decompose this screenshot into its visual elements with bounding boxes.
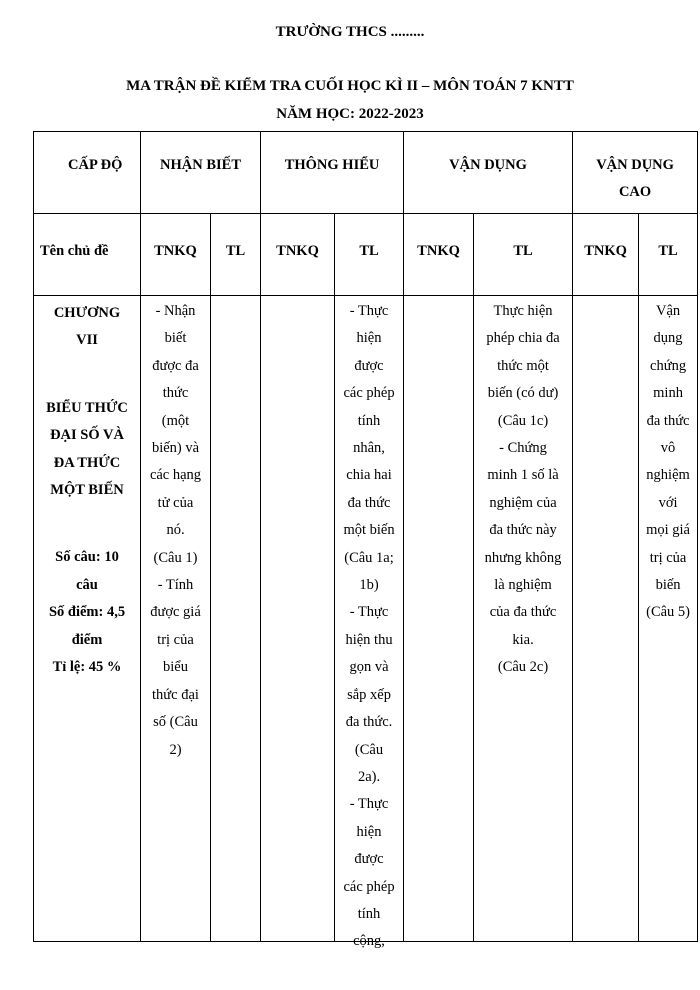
cell-line: gọn và xyxy=(349,659,389,676)
apply-high-tnkq-cell xyxy=(573,296,639,942)
cell-line: nghiệm của xyxy=(489,494,557,511)
cell-line: thức một xyxy=(497,357,549,374)
apply-high-tl-cell xyxy=(639,296,698,942)
cell-line: kia. xyxy=(512,631,534,648)
apply-tnkq-cell xyxy=(404,296,474,942)
cell-line: - Thực xyxy=(349,796,389,813)
apply-high-tnkq-header xyxy=(573,214,639,296)
cell-line: - Thực xyxy=(349,604,389,621)
cell-line: đa thức. xyxy=(345,714,393,731)
cell-line: (Câu 1a; xyxy=(344,549,394,566)
recognize-tnkq-cell xyxy=(141,296,211,942)
understand-tnkq-header xyxy=(261,214,335,296)
topic-label: Tên chủ đề xyxy=(40,243,109,259)
exam-matrix-table xyxy=(33,131,698,950)
recognize-tl-header xyxy=(211,214,261,296)
topic-line: ĐẠI SỐ VÀ xyxy=(50,427,124,444)
cell-line: các phép xyxy=(343,878,395,895)
cell-line: mọi giá xyxy=(646,522,690,539)
cell-line: được đa xyxy=(152,357,199,374)
understand-header xyxy=(261,132,404,214)
cell-line: là nghiệm xyxy=(494,577,552,594)
cell-line: với xyxy=(658,494,678,511)
cell-line: vô xyxy=(660,440,676,457)
cell-line: biến xyxy=(655,577,681,594)
cell-line: chứng xyxy=(650,357,687,374)
school-year: NĂM HỌC: 2022-2023 xyxy=(276,106,424,122)
question-count: câu xyxy=(76,576,98,593)
cell-line: Vận xyxy=(655,303,681,319)
sub-tnkq-label: TNKQ xyxy=(154,243,197,259)
cell-line: thức xyxy=(162,385,189,402)
chapter-line: CHƯƠNG xyxy=(53,305,121,321)
cell-line: tính xyxy=(357,905,381,922)
cell-line: cộng, xyxy=(353,933,385,950)
cell-line: hiện thu xyxy=(345,631,393,648)
understand-tl-cell xyxy=(335,296,404,950)
cell-line: - Nhận xyxy=(155,303,196,319)
cell-line: 2a). xyxy=(357,768,381,785)
cell-line: nhân, xyxy=(353,440,385,457)
cell-line: phép chia đa xyxy=(486,330,560,347)
cell-line: nó. xyxy=(166,522,185,539)
cell-line: thức đại xyxy=(152,686,199,703)
cell-line: 1b) xyxy=(359,577,379,594)
question-count: Số câu: 10 xyxy=(55,549,119,566)
apply-header xyxy=(404,132,573,214)
apply-high-tl-header xyxy=(639,214,698,296)
apply-high-header xyxy=(573,132,698,214)
sub-tl-label: TL xyxy=(225,243,246,259)
topic-line: ĐA THỨC xyxy=(53,454,121,471)
cell-line: một biến xyxy=(343,522,395,539)
cell-line: (Câu 1) xyxy=(153,549,198,566)
topic-header-cell xyxy=(34,214,141,296)
cell-line: được xyxy=(354,357,384,374)
cell-line: (Câu xyxy=(354,741,384,758)
chapter-line: VII xyxy=(76,332,98,349)
cell-line: nghiệm xyxy=(646,467,690,484)
cell-line: sắp xếp xyxy=(347,686,391,703)
recognize-label: NHẬN BIẾT xyxy=(160,157,241,173)
apply-tnkq-header xyxy=(404,214,474,296)
document-title: MA TRẬN ĐỀ KIỂM TRA CUỐI HỌC KÌ II – MÔN TOÁN 7 KNTT xyxy=(126,78,574,94)
understand-tl-header xyxy=(335,214,404,296)
cell-line: trị của xyxy=(649,549,687,566)
cell-line: các hạng xyxy=(149,467,202,484)
cell-line: chia hai xyxy=(346,467,392,484)
apply-label: VẬN DỤNG xyxy=(449,157,527,173)
cell-line: được xyxy=(354,851,384,868)
recognize-tnkq-header xyxy=(141,214,211,296)
understand-label: THÔNG HIỂU xyxy=(284,157,380,173)
cell-line: đa thức này xyxy=(489,522,557,539)
cell-line: (Câu 1c) xyxy=(497,412,549,429)
cell-line: (Câu 5) xyxy=(646,604,690,621)
cell-line: số (Câu xyxy=(153,714,198,731)
chapter-topic xyxy=(34,296,140,681)
sub-tnkq-label: TNKQ xyxy=(417,243,460,259)
apply-content xyxy=(474,296,572,682)
points-line: Số điểm: 4,5 xyxy=(48,604,126,621)
recognize-content xyxy=(141,296,210,764)
apply-tl-header xyxy=(474,214,573,296)
cell-line: tử của xyxy=(157,494,194,511)
cell-line: đa thức xyxy=(347,494,391,511)
recognize-tl-cell xyxy=(211,296,261,942)
cell-line: hiện xyxy=(356,823,382,840)
sub-tl-label: TL xyxy=(658,243,678,259)
cell-line: 2) xyxy=(169,741,182,758)
cell-line: biết xyxy=(164,330,187,347)
recognize-header xyxy=(141,132,261,214)
cell-line: hiện xyxy=(356,330,382,347)
cell-line: - Tính xyxy=(157,577,194,594)
level-label: CẤP ĐỘ xyxy=(68,157,123,173)
sub-tl-label: TL xyxy=(359,243,379,259)
level-header-cell xyxy=(34,132,141,214)
cell-line: biến (có dư) xyxy=(487,385,559,402)
topic-line: BIỂU THỨC xyxy=(46,399,128,416)
cell-line: nhưng không xyxy=(484,549,562,566)
sub-tnkq-label: TNKQ xyxy=(276,243,319,259)
points-line: điểm xyxy=(71,631,103,648)
cell-line: các phép xyxy=(343,385,395,402)
apply-high-label-2: CAO xyxy=(618,184,652,200)
cell-line: đa thức xyxy=(646,412,690,429)
apply-high-content xyxy=(639,296,697,627)
understand-content xyxy=(335,296,403,956)
cell-line: (một xyxy=(161,412,190,429)
cell-line: dụng xyxy=(653,330,683,347)
cell-line: của đa thức xyxy=(489,604,557,621)
cell-line: biến) và xyxy=(151,440,200,457)
sub-tl-label: TL xyxy=(513,243,533,259)
ratio-line: Tỉ lệ: 45 % xyxy=(52,659,122,676)
cell-line: được giá xyxy=(150,604,201,621)
cell-line: - Thực xyxy=(349,303,389,319)
apply-high-label-1: VẬN DỤNG xyxy=(596,157,674,173)
topic-line: MỘT BIẾN xyxy=(50,482,124,499)
school-name: TRƯỜNG THCS ......... xyxy=(275,24,425,40)
cell-line: trị của xyxy=(157,631,194,648)
sub-tnkq-label: TNKQ xyxy=(584,243,627,259)
cell-line: minh 1 số là xyxy=(487,467,559,484)
topic-cell xyxy=(34,296,141,942)
apply-tl-cell xyxy=(474,296,573,942)
cell-line: minh xyxy=(653,385,683,402)
understand-tnkq-cell xyxy=(261,296,335,942)
cell-line: biểu xyxy=(163,659,188,676)
cell-line: Thực hiện xyxy=(493,303,553,319)
cell-line: (Câu 2c) xyxy=(497,659,549,676)
cell-line: tính xyxy=(357,412,381,429)
cell-line: - Chứng xyxy=(499,440,547,457)
